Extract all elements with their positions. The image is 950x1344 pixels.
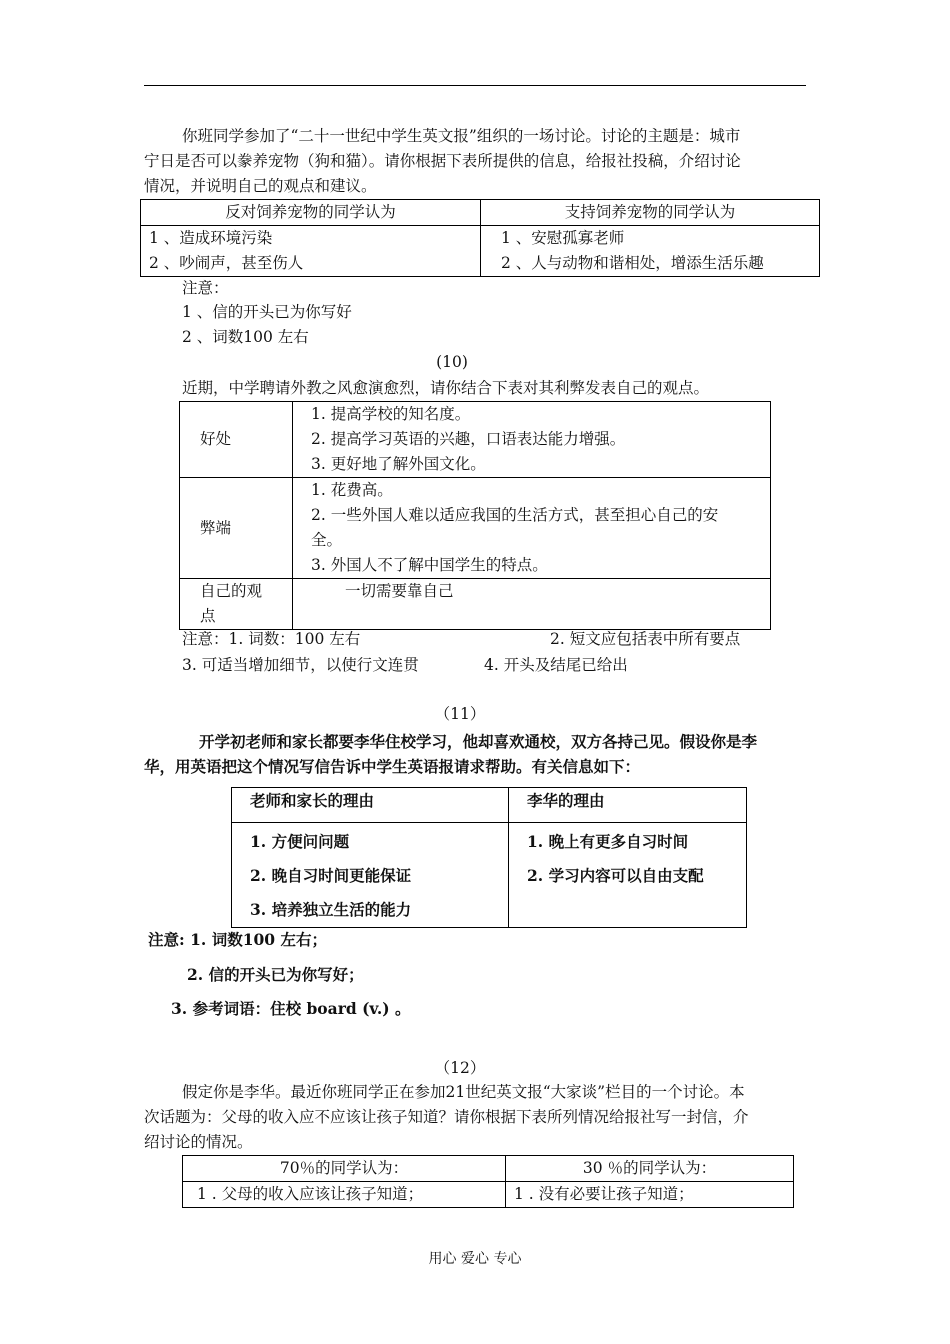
s9-intro-line-1: 你班同学参加了“二十一世纪中学生英文报”组织的一场讨论。讨论的主题是：城市	[182, 127, 741, 145]
s12-intro-line-2: 次话题为：父母的收入应不应该让孩子知道？请你根据下表所列情况给报社写一封信，介	[144, 1108, 749, 1126]
s9-support-item: 1 、安慰孤寡老师	[501, 229, 625, 247]
s12-30-item: 1 . 没有必要让孩子知道；	[514, 1185, 694, 1203]
s10-benefits-cell	[293, 402, 771, 478]
s11-note-1: 注意: 1. 词数100 左右；	[148, 930, 327, 949]
s9-intro-line-2: 宁日是否可以豢养宠物（狗和猫）。请你根据下表所提供的信息，给报社投稿，介绍讨论	[144, 152, 741, 170]
header-rule	[144, 85, 806, 86]
s9-note-2: 2 、词数100 左右	[182, 328, 309, 346]
page-footer: 用心 爱心 专心	[428, 1251, 522, 1267]
s11-teacher-reason: 2. 晚自习时间更能保证	[250, 866, 412, 885]
s9-oppose-cell	[141, 226, 481, 277]
s9-intro-line-3: 情况，并说明自己的观点和建议。	[144, 177, 377, 195]
s11-teacher-reason: 3. 培养独立生活的能力	[250, 900, 412, 919]
s10-table	[179, 401, 771, 630]
s10-label-opinion-line: 自己的观	[200, 582, 263, 600]
s9-table	[140, 199, 820, 277]
s10-label-opinion-line: 点	[200, 607, 216, 625]
s10-note-1: 注意：1. 词数：100 左右	[182, 630, 361, 648]
s11-header-lihua: 李华的理由	[509, 788, 747, 823]
s10-drawback-item: 3. 外国人不了解中国学生的特点。	[311, 556, 548, 574]
s9-note-heading: 注意：	[182, 279, 229, 297]
s10-note-4: 4. 开头及结尾已给出	[484, 656, 628, 674]
s11-table	[231, 787, 747, 928]
s11-lihua-cell	[509, 823, 747, 928]
s11-lihua-reason: 2. 学习内容可以自由支配	[527, 866, 704, 885]
s9-oppose-item: 1 、造成环境污染	[149, 229, 273, 247]
s10-opinion-cell	[293, 579, 771, 630]
s11-intro-line-1: 开学初老师和家长都要李华住校学习，他却喜欢通校，双方各持己见。假设你是李	[199, 732, 758, 751]
s12-header-30: 30 ％的同学认为：	[506, 1156, 794, 1182]
s9-support-cell	[481, 226, 820, 277]
s10-note-3: 3. 可适当增加细节，以使行文连贯	[182, 656, 419, 674]
s10-intro: 近期，中学聘请外教之风愈演愈烈，请你结合下表对其利弊发表自己的观点。	[182, 379, 710, 397]
s10-number: (10)	[436, 353, 468, 371]
s11-header-teachers: 老师和家长的理由	[232, 788, 509, 823]
s10-benefit-item: 3. 更好地了解外国文化。	[311, 455, 486, 473]
s9-oppose-item: 2 、吵闹声，甚至伤人	[149, 254, 304, 272]
s9-header-support: 支持饲养宠物的同学认为	[481, 200, 820, 226]
s12-header-70: 70％的同学认为：	[183, 1156, 506, 1182]
s10-drawback-item: 2. 一些外国人难以适应我国的生活方式，甚至担心自己的安	[311, 506, 719, 524]
s11-lihua-reason: 1. 晚上有更多自习时间	[527, 832, 689, 851]
s10-label-benefits: 好处	[180, 402, 293, 478]
s12-30-cell	[506, 1182, 794, 1208]
s10-opinion-text: 一切需要靠自己	[345, 582, 454, 600]
s10-note-2: 2. 短文应包括表中所有要点	[550, 630, 741, 648]
s12-70-item: 1 . 父母的收入应该让孩子知道；	[197, 1185, 424, 1203]
s10-label-drawbacks: 弊端	[180, 478, 293, 579]
s11-note-3: 3. 参考词语：住校 board (v.) 。	[171, 999, 411, 1018]
s11-note-2: 2. 信的开头已为你写好；	[187, 965, 364, 984]
s12-intro-line-3: 绍讨论的情况。	[144, 1133, 253, 1151]
s10-benefit-item: 1. 提高学校的知名度。	[311, 405, 471, 423]
s11-number: （11）	[434, 705, 486, 723]
s12-table	[182, 1155, 794, 1208]
s12-intro-line-1: 假定你是李华。最近你班同学正在参加21世纪英文报“大家谈”栏目的一个讨论。本	[182, 1083, 745, 1101]
s10-label-opinion	[180, 579, 293, 630]
s10-drawback-item: 全。	[311, 531, 343, 549]
s11-teacher-reason: 1. 方便问问题	[250, 832, 350, 851]
s10-drawbacks-cell	[293, 478, 771, 579]
s10-benefit-item: 2. 提高学习英语的兴趣，口语表达能力增强。	[311, 430, 626, 448]
s11-intro-line-2: 华，用英语把这个情况写信告诉中学生英语报请求帮助。有关信息如下：	[144, 757, 641, 776]
s9-header-oppose: 反对饲养宠物的同学认为	[141, 200, 481, 226]
s11-teachers-cell	[232, 823, 509, 928]
s9-support-item: 2 、人与动物和谐相处，增添生活乐趣	[501, 254, 764, 272]
s12-70-cell	[183, 1182, 506, 1208]
s9-note-1: 1 、信的开头已为你写好	[182, 303, 352, 321]
s12-number: （12）	[434, 1059, 486, 1077]
s10-drawback-item: 1. 花费高。	[311, 481, 393, 499]
